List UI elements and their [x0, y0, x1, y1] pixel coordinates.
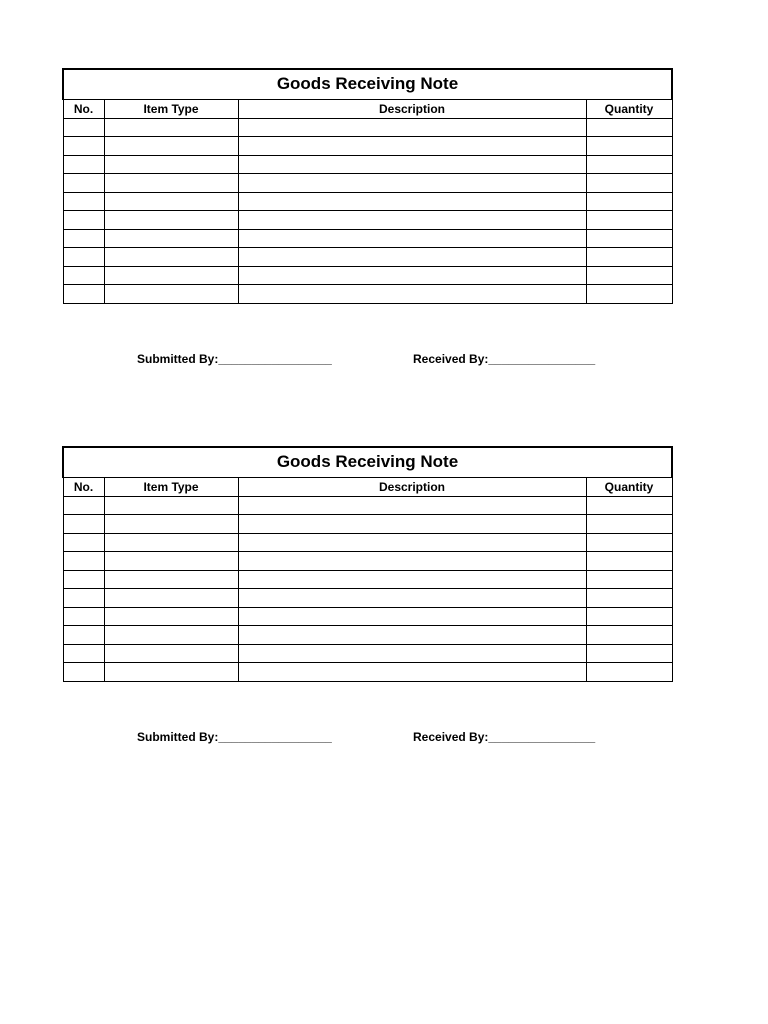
cell-description[interactable] — [238, 137, 586, 156]
cell-item-type[interactable] — [104, 626, 238, 645]
column-header-description: Description — [238, 99, 586, 118]
table-row — [63, 589, 672, 608]
cell-description[interactable] — [238, 155, 586, 174]
cell-no[interactable] — [63, 137, 104, 156]
column-header-item-type: Item Type — [104, 99, 238, 118]
cell-no[interactable] — [63, 155, 104, 174]
cell-quantity[interactable] — [586, 626, 672, 645]
cell-quantity[interactable] — [586, 515, 672, 534]
cell-no[interactable] — [63, 589, 104, 608]
cell-item-type[interactable] — [104, 248, 238, 267]
cell-quantity[interactable] — [586, 266, 672, 285]
cell-item-type[interactable] — [104, 211, 238, 230]
column-header-quantity: Quantity — [586, 99, 672, 118]
cell-no[interactable] — [63, 552, 104, 571]
table-row — [63, 155, 672, 174]
table-row — [63, 663, 672, 682]
cell-item-type[interactable] — [104, 607, 238, 626]
goods-receiving-table — [62, 446, 673, 682]
column-header-quantity: Quantity — [586, 477, 672, 496]
cell-quantity[interactable] — [586, 118, 672, 137]
cell-item-type[interactable] — [104, 285, 238, 304]
cell-no[interactable] — [63, 192, 104, 211]
goods-receiving-note-form-1 — [62, 68, 671, 366]
cell-item-type[interactable] — [104, 570, 238, 589]
form-title: Goods Receiving Note — [63, 447, 672, 477]
table-body — [63, 118, 672, 303]
cell-no[interactable] — [63, 174, 104, 193]
table-row — [63, 533, 672, 552]
submitted-by-field[interactable]: Submitted By:_________________ — [137, 352, 332, 366]
cell-no[interactable] — [63, 118, 104, 137]
cell-no[interactable] — [63, 248, 104, 267]
cell-description[interactable] — [238, 589, 586, 608]
cell-quantity[interactable] — [586, 589, 672, 608]
table-row — [63, 248, 672, 267]
cell-description[interactable] — [238, 266, 586, 285]
cell-description[interactable] — [238, 570, 586, 589]
cell-description[interactable] — [238, 515, 586, 534]
cell-quantity[interactable] — [586, 285, 672, 304]
cell-description[interactable] — [238, 552, 586, 571]
cell-item-type[interactable] — [104, 663, 238, 682]
cell-quantity[interactable] — [586, 663, 672, 682]
table-row — [63, 211, 672, 230]
cell-description[interactable] — [238, 118, 586, 137]
cell-description[interactable] — [238, 174, 586, 193]
cell-no[interactable] — [63, 266, 104, 285]
column-header-description: Description — [238, 477, 586, 496]
cell-quantity[interactable] — [586, 211, 672, 230]
cell-quantity[interactable] — [586, 248, 672, 267]
table-row — [63, 118, 672, 137]
form-title: Goods Receiving Note — [63, 69, 672, 99]
cell-description[interactable] — [238, 533, 586, 552]
cell-no[interactable] — [63, 570, 104, 589]
cell-no[interactable] — [63, 211, 104, 230]
cell-quantity[interactable] — [586, 533, 672, 552]
table-row — [63, 285, 672, 304]
table-row — [63, 174, 672, 193]
table-row — [63, 229, 672, 248]
cell-item-type[interactable] — [104, 515, 238, 534]
cell-quantity[interactable] — [586, 552, 672, 571]
cell-quantity[interactable] — [586, 174, 672, 193]
cell-description[interactable] — [238, 285, 586, 304]
cell-no[interactable] — [63, 515, 104, 534]
cell-item-type[interactable] — [104, 192, 238, 211]
cell-quantity[interactable] — [586, 192, 672, 211]
cell-description[interactable] — [238, 211, 586, 230]
cell-item-type[interactable] — [104, 137, 238, 156]
table-row — [63, 607, 672, 626]
cell-item-type[interactable] — [104, 266, 238, 285]
submitted-by-field[interactable]: Submitted By:_________________ — [137, 730, 332, 744]
cell-no[interactable] — [63, 229, 104, 248]
cell-item-type[interactable] — [104, 533, 238, 552]
cell-quantity[interactable] — [586, 137, 672, 156]
cell-item-type[interactable] — [104, 174, 238, 193]
table-row — [63, 266, 672, 285]
cell-item-type[interactable] — [104, 229, 238, 248]
received-by-field[interactable]: Received By:________________ — [413, 730, 596, 744]
cell-quantity[interactable] — [586, 570, 672, 589]
header-row — [63, 477, 672, 496]
header-row — [63, 99, 672, 118]
cell-quantity[interactable] — [586, 607, 672, 626]
goods-receiving-table — [62, 68, 673, 304]
table-row — [63, 496, 672, 515]
table-row — [63, 644, 672, 663]
table-row — [63, 552, 672, 571]
cell-quantity[interactable] — [586, 155, 672, 174]
cell-no[interactable] — [63, 607, 104, 626]
cell-description[interactable] — [238, 644, 586, 663]
column-header-no: No. — [63, 99, 104, 118]
table-row — [63, 137, 672, 156]
cell-no[interactable] — [63, 644, 104, 663]
cell-no[interactable] — [63, 496, 104, 515]
cell-quantity[interactable] — [586, 229, 672, 248]
table-row — [63, 626, 672, 645]
cell-quantity[interactable] — [586, 644, 672, 663]
column-header-no: No. — [63, 477, 104, 496]
cell-item-type[interactable] — [104, 155, 238, 174]
column-header-item-type: Item Type — [104, 477, 238, 496]
cell-item-type[interactable] — [104, 118, 238, 137]
cell-quantity[interactable] — [586, 496, 672, 515]
cell-no[interactable] — [63, 626, 104, 645]
table-row — [63, 515, 672, 534]
cell-no[interactable] — [63, 533, 104, 552]
received-by-field[interactable]: Received By:________________ — [413, 352, 596, 366]
cell-description[interactable] — [238, 496, 586, 515]
cell-item-type[interactable] — [104, 644, 238, 663]
cell-item-type[interactable] — [104, 552, 238, 571]
cell-description[interactable] — [238, 607, 586, 626]
cell-description[interactable] — [238, 248, 586, 267]
cell-item-type[interactable] — [104, 496, 238, 515]
table-row — [63, 570, 672, 589]
goods-receiving-note-form-2 — [62, 446, 671, 744]
cell-description[interactable] — [238, 663, 586, 682]
cell-no[interactable] — [63, 285, 104, 304]
cell-description[interactable] — [238, 192, 586, 211]
cell-item-type[interactable] — [104, 589, 238, 608]
cell-description[interactable] — [238, 626, 586, 645]
cell-no[interactable] — [63, 663, 104, 682]
cell-description[interactable] — [238, 229, 586, 248]
table-body — [63, 496, 672, 681]
table-row — [63, 192, 672, 211]
